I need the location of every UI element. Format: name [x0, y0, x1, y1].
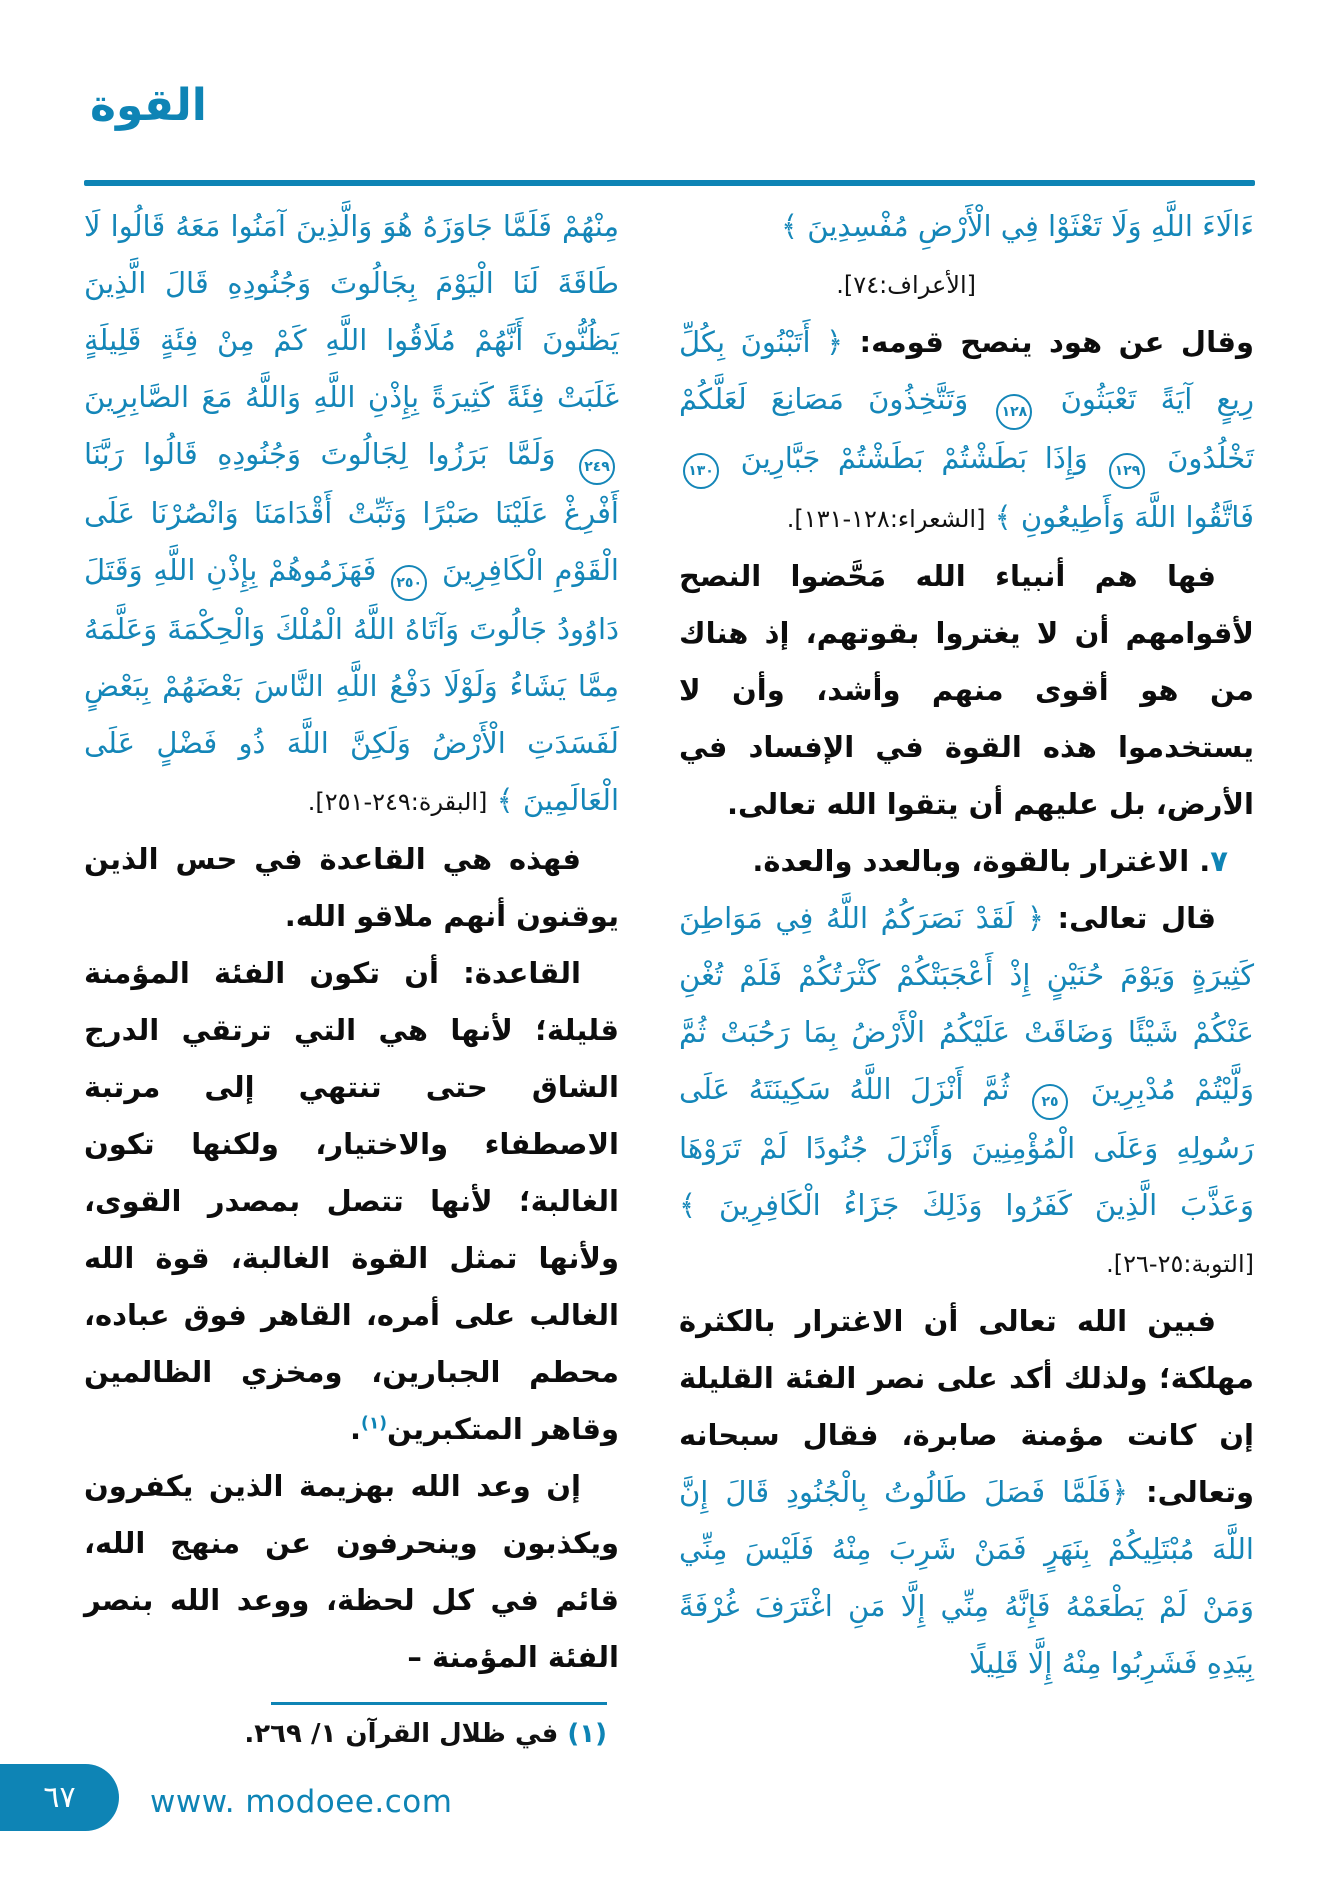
verse-reference: [الشعراء:١٢٨-١٣١]. — [786, 505, 986, 533]
page-title: القوة — [90, 80, 207, 131]
ayah-number-ornament: ٢٥٠ — [391, 565, 427, 601]
ref-araf — [679, 255, 1254, 314]
qaida-intro — [84, 831, 619, 945]
quran-text-run: فَاتَّقُوا اللَّهَ وَأَطِيعُونِ ﴾ — [985, 500, 1254, 534]
body-text-run: القاعدة: أن تكون الفئة المؤمنة قليلة؛ لأنها هي التي ترتقي الدرج الشاق حتى تنتهي إلى مرتبة الاصطفاء والاختيار، ولكنها تكون الغالبة؛ لأنها تتصل بمصدر القوى، ولأنها تمثل القوة الغالبة، قوة الله الغالب على أمره، القاهر فوق عباده، محطم الجبارين، ومخزي الظالمين وقاهر المتكبرين — [84, 956, 619, 1446]
verse-araf-end — [679, 198, 1254, 255]
verse-reference: [البقرة:٢٤٩-٢٥١]. — [307, 788, 488, 816]
footnote-marker: (١) — [567, 1719, 607, 1749]
section-heading — [679, 833, 1254, 890]
quran-text-run: ثُمَّ أَنْزَلَ اللَّهُ سَكِينَتَهُ عَلَى رَسُولِهِ وَعَلَى الْمُؤْمِنِينَ وَأَنْزَلَ جُنُودًا لَمْ تَرَوْهَا وَعَذَّبَ الَّذِينَ كَفَرُوا وَذَلِكَ جَزَاءُ الْكَافِرِينَ ﴾ — [679, 1072, 1254, 1222]
footnote-text: في ظلال القرآن ١/ ٢٦٩. — [244, 1719, 568, 1749]
ayah-number-ornament: ٢٤٩ — [579, 449, 615, 485]
body-text-run: فبين الله تعالى أن الاغترار بالكثرة مهلكة؛ ولذلك أكد على نصر الفئة القليلة إن كانت مؤمنة صابرة، فقال سبحانه وتعالى: — [679, 1304, 1254, 1509]
body-text-run: وقال عن هود ينصح قومه: — [843, 325, 1254, 359]
commentary-baqarah-intro — [679, 1293, 1254, 1692]
hud-intro-and-verse — [679, 314, 1254, 548]
body-text-run: إن وعد الله بهزيمة الذين يكفرون ويكذبون وينحرفون عن منهج الله، قائم في كل لحظة، ووعد الله بنصر الفئة المؤمنة – — [84, 1469, 619, 1674]
body-text-run: فها هم أنبياء الله مَحَّضوا النصح لأقوامهم أن لا يغتروا بقوتهم، إذ هناك من هو أقوى منهم وأشد، وأن لا يستخدموا هذه القوة في الإفساد في الأرض، بل عليهم أن يتقوا الله تعالى. — [679, 559, 1254, 821]
body-text-run: فهذه هي القاعدة في حس الذين يوقنون أنهم ملاقو الله. — [84, 842, 619, 933]
verse-reference: [التوبة:٢٥-٢٦]. — [1106, 1250, 1254, 1278]
page-number: ٦٧ — [43, 1780, 76, 1815]
ayah-number-ornament: ١٣٠ — [683, 453, 719, 489]
body-text-run: . — [350, 1412, 362, 1446]
ayah-number-ornament: ١٢٩ — [1109, 453, 1145, 489]
commentary-prophets — [679, 548, 1254, 833]
qaida-detail — [84, 945, 619, 1458]
quran-text-run: وَإِذَا بَطَشْتُمْ بَطَشْتُمْ جَبَّارِينَ — [723, 441, 1106, 475]
section-number: ٧ — [1210, 844, 1228, 878]
left-column — [84, 198, 619, 1686]
ayah-number-ornament: ١٢٨ — [996, 394, 1032, 430]
left-column-wrap — [84, 198, 619, 1757]
quran-text-run: ءَالَاءَ اللَّهِ وَلَا تَعْثَوْا فِي الْأَرْضِ مُفْسِدِينَ ﴾ — [781, 209, 1254, 243]
page-number-badge — [0, 1764, 119, 1831]
quran-text-run: ﴿فَلَمَّا فَصَلَ طَالُوتُ بِالْجُنُودِ قَالَ إِنَّ اللَّهَ مُبْتَلِيكُمْ بِنَهَرٍ فَمَنْ شَرِبَ مِنْهُ فَلَيْسَ مِنِّي وَمَنْ لَمْ يَطْعَمْهُ فَإِنَّهُ مِنِّي إِلَّا مَنِ اغْتَرَفَ غُرْفَةً بِيَدِهِ فَشَرِبُوا مِنْهُ إِلَّا قَلِيلًا — [679, 1475, 1254, 1680]
page-body — [84, 198, 1254, 1757]
quran-text-run: وَتَتَّخِذُونَ مَصَانِعَ لَعَلَّكُمْ تَخْلُدُونَ — [679, 382, 1254, 475]
verse-baqarah — [84, 198, 619, 831]
quran-text-run: مِنْهُمْ فَلَمَّا جَاوَزَهُ هُوَ وَالَّذِينَ آمَنُوا مَعَهُ قَالُوا لَا طَاقَةَ لَنَا الْيَوْمَ بِجَالُوتَ وَجُنُودِهِ قَالَ الَّذِينَ يَظُنُّونَ أَنَّهُمْ مُلَاقُوا اللَّهِ كَمْ مِنْ فِئَةٍ قَلِيلَةٍ غَلَبَتْ فِئَةً كَثِيرَةً بِإِذْنِ اللَّهِ وَاللَّهُ مَعَ الصَّابِرِينَ — [84, 209, 619, 414]
quran-text-run: ﴿ لَقَدْ نَصَرَكُمُ اللَّهُ فِي مَوَاطِنَ كَثِيرَةٍ وَيَوْمَ حُنَيْنٍ إِذْ أَعْجَبَتْكُمْ كَثْرَتُكُمْ فَلَمْ تُغْنِ عَنْكُمْ شَيْئًا وَضَاقَتْ عَلَيْكُمُ الْأَرْضُ بِمَا رَحُبَتْ ثُمَّ وَلَّيْتُمْ مُدْبِرِينَ — [679, 901, 1254, 1106]
footnote — [84, 1711, 619, 1757]
right-column — [679, 198, 1254, 1692]
website-watermark: www. modoee.com — [150, 1784, 453, 1820]
footnote-ref-marker: (١) — [361, 1413, 387, 1434]
header-divider-line — [84, 180, 1255, 186]
ayah-number-ornament: ٢٥ — [1032, 1084, 1068, 1120]
quran-text-run: فَهَزَمُوهُمْ بِإِذْنِ اللَّهِ وَقَتَلَ دَاوُودُ جَالُوتَ وَآتَاهُ اللَّهُ الْمُلْكَ وَالْحِكْمَةَ وَعَلَّمَهُ مِمَّا يَشَاءُ وَلَوْلَا دَفْعُ اللَّهِ النَّاسَ بَعْضَهُمْ بِبَعْضٍ لَفَسَدَتِ الْأَرْضُ وَلَكِنَّ اللَّهَ ذُو فَضْلٍ عَلَى الْعَالَمِينَ ﴾ — [84, 553, 619, 817]
tawbah-intro-and-verse — [679, 890, 1254, 1293]
footnote-separator — [271, 1702, 607, 1705]
quran-text-run: ﴿ أَتَبْنُونَ بِكُلِّ رِيعٍ آيَةً تَعْبَثُونَ — [679, 325, 1254, 416]
promise — [84, 1458, 619, 1686]
body-text-run: . الاغترار بالقوة، وبالعدد والعدة. — [752, 844, 1211, 878]
quran-text-run: وَلَمَّا بَرَزُوا لِجَالُوتَ وَجُنُودِهِ قَالُوا رَبَّنَا أَفْرِغْ عَلَيْنَا صَبْرًا وَثَبِّتْ أَقْدَامَنَا وَانْصُرْنَا عَلَى الْقَوْمِ الْكَافِرِينَ — [84, 437, 619, 587]
body-text-run: قال تعالى: — [1043, 901, 1216, 935]
verse-reference: [الأعراف:٧٤]. — [836, 271, 976, 299]
